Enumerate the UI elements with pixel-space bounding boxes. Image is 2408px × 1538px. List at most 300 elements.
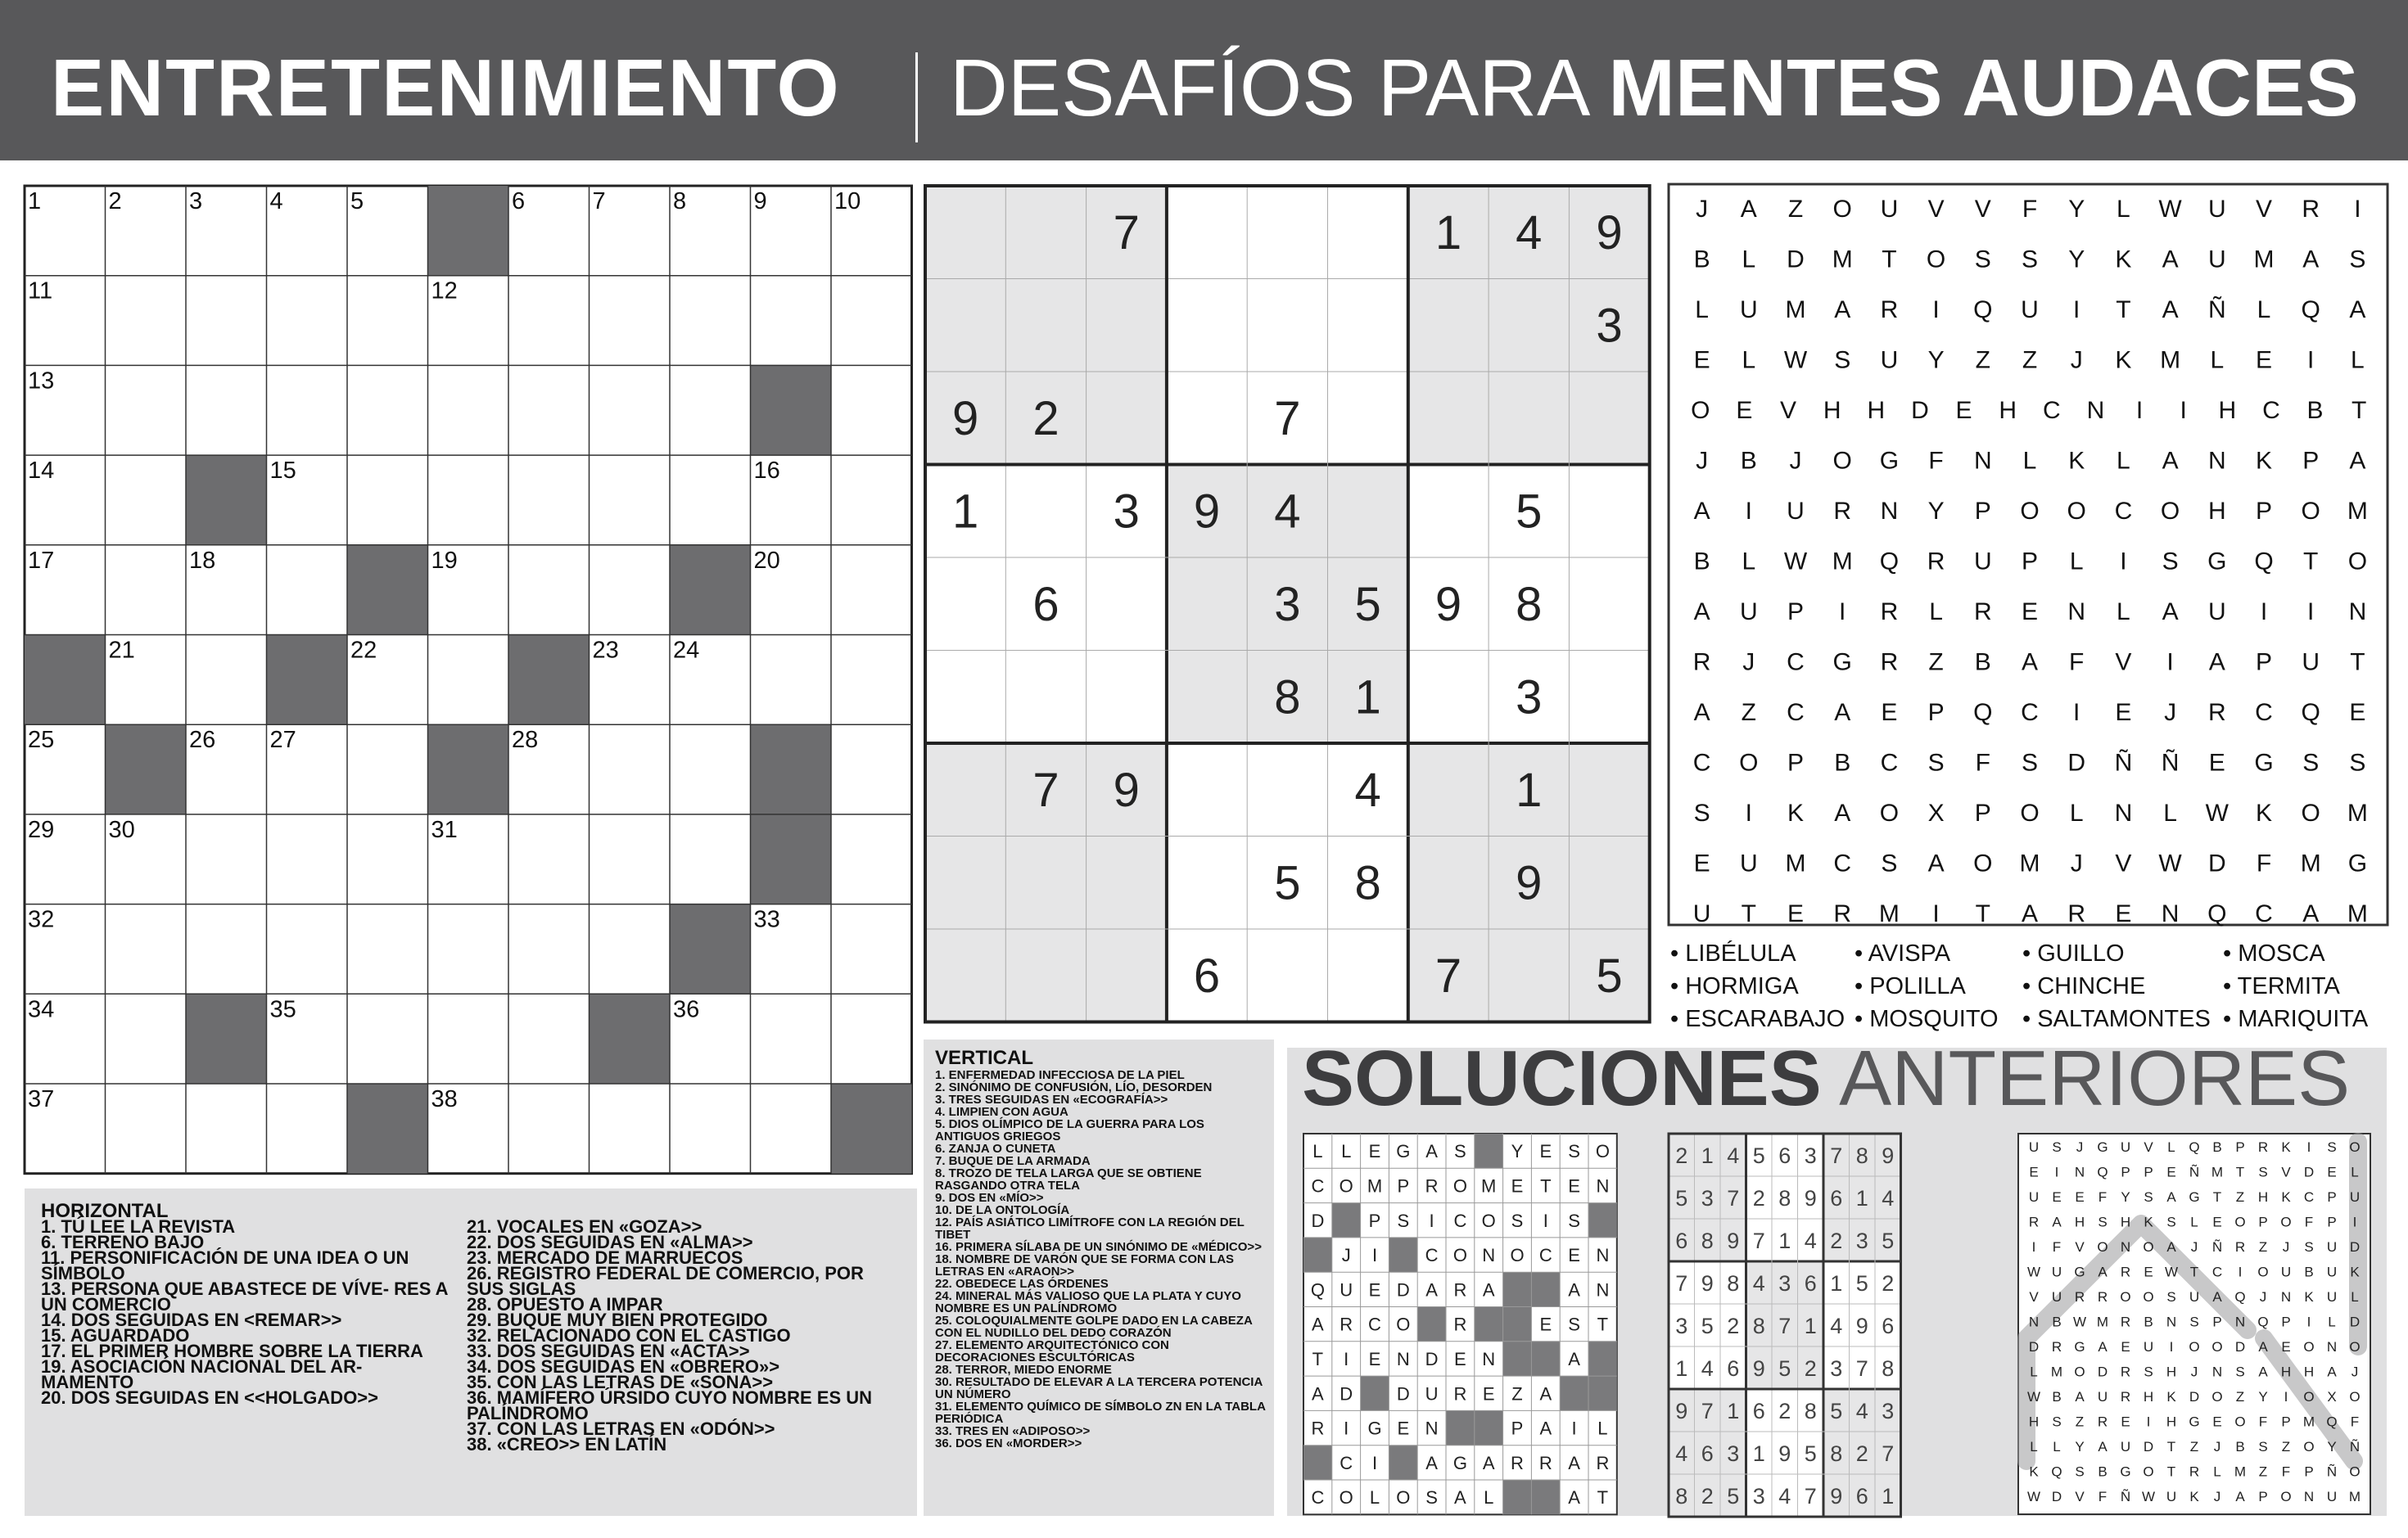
solution-wordsearch-letter: L xyxy=(2030,1364,2038,1380)
solution-wordsearch-letter: I xyxy=(2306,1139,2311,1155)
solution-wordsearch-letter: U xyxy=(2189,1289,2200,1305)
solution-sudoku-digit: 7 xyxy=(1830,1143,1843,1168)
sudoku-digit: 8 xyxy=(1516,577,1543,631)
sudoku-digit: 3 xyxy=(1113,485,1140,539)
solution-sudoku-digit: 3 xyxy=(1675,1314,1688,1338)
solution-wordsearch-letter: D xyxy=(2143,1439,2154,1455)
wordsearch-letter: A xyxy=(2349,296,2366,323)
solution-wordsearch-letter: G xyxy=(2097,1139,2108,1155)
solution-wordsearch-letter: I xyxy=(2054,1164,2059,1180)
solution-black-cell xyxy=(1588,1342,1617,1376)
solution-black-cell xyxy=(1503,1342,1532,1376)
solution-sudoku-digit: 5 xyxy=(1675,1186,1688,1211)
crossword-number: 38 xyxy=(431,1086,458,1112)
wordsearch-letter: H xyxy=(1867,397,1886,424)
wordsearch-letter: N xyxy=(2207,447,2226,475)
solution-sudoku-digit: 5 xyxy=(1727,1484,1740,1509)
solution-wordsearch-letter: E xyxy=(2327,1164,2337,1180)
solution-wordsearch-letter: J xyxy=(2190,1239,2198,1255)
solution-wordsearch-letter: I xyxy=(2169,1339,2174,1355)
sudoku-digit: 8 xyxy=(1354,856,1381,910)
clue-item: 19. ASOCIACIÓN NACIONAL DEL AR- MAMENTO xyxy=(41,1356,368,1392)
wordsearch-letter: M xyxy=(2300,850,2321,877)
solution-wordsearch-letter: U xyxy=(2166,1489,2177,1504)
solution-wordsearch-letter: Z xyxy=(2258,1464,2268,1480)
solution-wordsearch-letter: A xyxy=(2098,1439,2108,1455)
solution-wordsearch-letter: Z xyxy=(2075,1414,2085,1430)
solution-sudoku-digit: 8 xyxy=(1804,1399,1817,1423)
solution-wordsearch-letter: P xyxy=(2235,1139,2245,1155)
solution-wordsearch-letter: K xyxy=(2281,1139,2291,1155)
solution-crossword xyxy=(1303,1134,1617,1514)
solution-wordsearch-letter: G xyxy=(2074,1339,2085,1355)
wordsearch-letter: A xyxy=(2162,598,2179,625)
solution-wordsearch-letter: U xyxy=(2051,1289,2062,1305)
wordsearch-letter: U xyxy=(1739,850,1758,877)
wordsearch-letter: T xyxy=(1741,900,1756,927)
wordsearch-letter: S xyxy=(2021,749,2039,777)
wordsearch-letter: I xyxy=(2073,699,2080,726)
solution-crossword-letter: Y xyxy=(1511,1141,1524,1162)
wordsearch-letter: W xyxy=(2158,850,2182,877)
clue-item: 4. LIMPIEN CON AGUA xyxy=(935,1105,1068,1119)
solution-sudoku-digit: 6 xyxy=(1804,1271,1817,1296)
wordsearch-letter: M xyxy=(1785,296,1806,323)
wordsearch-letter: O xyxy=(2020,498,2040,525)
solution-wordsearch-letter: V xyxy=(2281,1164,2291,1180)
wordsearch-letter: I xyxy=(1745,800,1752,827)
solution-crossword-letter: O xyxy=(1510,1245,1525,1266)
solution-wordsearch-letter: O xyxy=(2234,1214,2246,1230)
solution-sudoku-digit: 8 xyxy=(1727,1271,1740,1296)
solution-wordsearch-letter: S xyxy=(2304,1239,2314,1255)
solution-wordsearch-letter: T xyxy=(2235,1164,2245,1180)
sudoku-digit: 9 xyxy=(1113,763,1140,817)
solution-crossword-letter: E xyxy=(1454,1348,1466,1369)
clue-item: 27. ELEMENTO ARQUITECTÓNICO CON DECORACIONES ESCULTÓRICAS xyxy=(935,1338,1169,1364)
solution-crossword-letter: A xyxy=(1568,1348,1580,1369)
wordsearch-letter: A xyxy=(2162,246,2179,273)
solution-sudoku-digit: 2 xyxy=(1752,1186,1765,1211)
solution-wordsearch-letter: U xyxy=(2028,1139,2040,1155)
solution-wordsearch-letter: U xyxy=(2143,1339,2154,1355)
wordsearch-letter: V xyxy=(2255,196,2273,223)
crossword-number: 33 xyxy=(753,906,780,933)
wordsearch-letter: L xyxy=(1695,296,1709,323)
wordsearch-letter: L xyxy=(2351,346,2365,374)
wordsearch-letter: B xyxy=(1693,548,1710,575)
solution-wordsearch-letter: H xyxy=(2257,1189,2269,1205)
wordsearch-letter: Q xyxy=(1973,699,1993,726)
solution-sudoku-digit: 3 xyxy=(1752,1484,1765,1509)
solution-wordsearch-letter: A xyxy=(2212,1289,2222,1305)
wordsearch-letter: R xyxy=(2207,699,2226,726)
solution-wordsearch-letter: H xyxy=(2280,1364,2292,1380)
solution-wordsearch-letter: P xyxy=(2121,1164,2130,1180)
solution-sudoku-digit: 6 xyxy=(1675,1229,1688,1253)
wordsearch-letter: C xyxy=(2255,900,2273,927)
solution-crossword-letter: R xyxy=(1511,1452,1524,1473)
solution-sudoku-digit: 4 xyxy=(1701,1356,1714,1381)
wordsearch-letter: M xyxy=(2347,800,2368,827)
solution-wordsearch-letter: B xyxy=(2304,1264,2314,1280)
solution-crossword-letter: I xyxy=(1371,1452,1378,1473)
crossword-number: 18 xyxy=(189,547,216,574)
wordsearch-letter: J xyxy=(2164,699,2177,726)
solution-crossword-letter: U xyxy=(1340,1279,1353,1301)
solution-crossword-letter: C xyxy=(1538,1245,1552,1266)
solution-wordsearch-letter: T xyxy=(2189,1264,2199,1280)
solution-wordsearch-letter: E xyxy=(2121,1414,2130,1430)
wordsearch-letter: S xyxy=(1834,346,1851,374)
solution-wordsearch-letter: L xyxy=(2053,1439,2061,1455)
wordsearch-letter: A xyxy=(2349,447,2366,475)
solution-crossword-letter: E xyxy=(1539,1141,1552,1162)
solution-crossword-letter: R xyxy=(1453,1279,1467,1301)
solution-crossword-letter: N xyxy=(1482,1348,1496,1369)
solution-wordsearch-letter: P xyxy=(2304,1464,2314,1480)
crossword-number: 1 xyxy=(28,188,42,214)
solution-sudoku-digit: 3 xyxy=(1804,1143,1817,1168)
solution-sudoku-digit: 8 xyxy=(1778,1186,1791,1211)
solution-wordsearch-letter: D xyxy=(2028,1339,2040,1355)
sudoku-digit: 9 xyxy=(952,391,979,445)
solution-wordsearch-letter: O xyxy=(2211,1339,2223,1355)
wordsearch-letter: S xyxy=(1693,800,1710,827)
solution-black-cell xyxy=(1475,1134,1503,1168)
solution-crossword-letter: L xyxy=(1312,1141,1323,1162)
solution-wordsearch-letter: Ñ xyxy=(2349,1439,2361,1455)
solution-wordsearch-letter: F xyxy=(2098,1189,2108,1205)
solution-wordsearch-letter: L xyxy=(2213,1464,2221,1480)
solution-sudoku-digit: 9 xyxy=(1855,1314,1868,1338)
solution-wordsearch-letter: P xyxy=(2144,1164,2153,1180)
solution-wordsearch-letter: H xyxy=(2074,1214,2085,1230)
solution-crossword-letter: S xyxy=(1511,1210,1524,1231)
solution-sudoku-digit: 4 xyxy=(1830,1314,1843,1338)
solution-wordsearch-letter: P xyxy=(2258,1214,2268,1230)
wordsearch-letter: N xyxy=(2067,598,2086,625)
word-list-item: • TERMITA xyxy=(2223,973,2340,999)
wordsearch-letter: C xyxy=(2114,498,2133,525)
wordsearch-letter: R xyxy=(1692,648,1711,676)
solution-sudoku-digit: 1 xyxy=(1727,1399,1740,1423)
wordsearch-letter: D xyxy=(2207,850,2226,877)
wordsearch-letter: F xyxy=(2069,648,2085,676)
solution-sudoku-digit: 8 xyxy=(1830,1441,1843,1466)
solution-crossword-letter: A xyxy=(1425,1279,1438,1301)
wordsearch-letter: R xyxy=(1880,648,1899,676)
clue-item: 1. ENFERMEDAD INFECCIOSA DE LA PIEL xyxy=(935,1068,1185,1082)
solution-wordsearch-letter: G xyxy=(2189,1414,2200,1430)
wordsearch-letter: C xyxy=(2255,699,2273,726)
solution-sudoku-digit: 4 xyxy=(1882,1186,1895,1211)
wordsearch-letter: N xyxy=(1973,447,1992,475)
solution-wordsearch-letter: U xyxy=(2349,1189,2361,1205)
wordsearch-letter: L xyxy=(2257,296,2271,323)
wordsearch-letter: Q xyxy=(2207,900,2227,927)
solution-crossword-letter: O xyxy=(1339,1175,1353,1197)
sudoku-digit: 8 xyxy=(1274,670,1301,724)
wordsearch-letter: H xyxy=(1823,397,1841,424)
solution-sudoku-digit: 2 xyxy=(1855,1441,1868,1466)
solution-crossword-letter: A xyxy=(1425,1141,1438,1162)
crossword-number: 17 xyxy=(28,547,55,574)
solution-wordsearch-letter: S xyxy=(2144,1364,2153,1380)
solution-black-cell xyxy=(1332,1203,1361,1238)
wordsearch-letter: N xyxy=(2161,900,2180,927)
solution-black-cell xyxy=(1475,1410,1503,1445)
clue-item: 3. TRES SEGUIDAS EN «ECOGRAFÍA>> xyxy=(935,1093,1168,1107)
wordsearch-letter: R xyxy=(1927,548,1945,575)
word-list-item: • HORMIGA xyxy=(1670,973,1799,999)
solutions-title-light: ANTERIORES xyxy=(1839,1035,2351,1122)
clue-item: 28. OPUESTO A IMPAR xyxy=(467,1294,663,1315)
solution-crossword-letter: R xyxy=(1453,1314,1467,1335)
wordsearch-letter: A xyxy=(1834,699,1851,726)
solution-wordsearch-letter: Z xyxy=(2281,1439,2291,1455)
solution-crossword-letter: C xyxy=(1311,1175,1325,1197)
crossword-number: 29 xyxy=(28,816,55,843)
word-list-item: • LIBÉLULA xyxy=(1670,940,1796,967)
solution-crossword-letter: E xyxy=(1568,1175,1580,1197)
solution-wordsearch-letter: R xyxy=(2120,1364,2131,1380)
wordsearch-letter: E xyxy=(1787,900,1805,927)
wordsearch-letter: D xyxy=(2067,749,2086,777)
solution-wordsearch-letter: H xyxy=(2028,1414,2040,1430)
wordsearch-letter: R xyxy=(2302,196,2320,223)
wordsearch-letter: O xyxy=(2160,498,2180,525)
solution-sudoku-digit: 7 xyxy=(1701,1399,1714,1423)
solution-wordsearch-letter: F xyxy=(2281,1464,2291,1480)
solution-sudoku-digit: 4 xyxy=(1727,1143,1740,1168)
solution-wordsearch-letter: O xyxy=(2211,1389,2223,1405)
clue-item: 13. PERSONA QUE ABASTECE DE VÍVE- RES A UN COMERCIO xyxy=(41,1279,453,1315)
wordsearch-letter: N xyxy=(1880,498,1899,525)
wordsearch-letter: J xyxy=(2070,346,2083,374)
clue-item: 22. OBEDECE LAS ÓRDENES xyxy=(935,1277,1109,1291)
solution-crossword-letter: I xyxy=(1429,1210,1434,1231)
word-list-item: • MOSCA xyxy=(2223,940,2325,967)
solution-wordsearch-letter: Q xyxy=(2097,1164,2108,1180)
wordsearch-letter: P xyxy=(1787,598,1805,625)
solution-wordsearch-letter: R xyxy=(2074,1289,2085,1305)
solution-crossword-letter: I xyxy=(1371,1245,1378,1266)
solution-wordsearch-letter: J xyxy=(2213,1439,2221,1455)
clue-item: 35. CON LAS LETRAS DE «SONA>> xyxy=(467,1372,774,1392)
solution-crossword-letter: A xyxy=(1482,1452,1495,1473)
wordsearch-letter: A xyxy=(2021,648,2039,676)
clue-item: 11. PERSONIFICACIÓN DE UNA IDEA O UN SÍMBOLO xyxy=(41,1247,414,1283)
solution-wordsearch-letter: U xyxy=(2120,1439,2131,1455)
clue-item: 23. MERCADO DE MARRUECOS xyxy=(467,1247,743,1268)
solution-sudoku-digit: 3 xyxy=(1778,1271,1791,1296)
solution-wordsearch-letter: R xyxy=(2097,1414,2108,1430)
solution-wordsearch-letter: I xyxy=(2146,1414,2151,1430)
crossword-number: 6 xyxy=(512,188,526,214)
solution-black-cell xyxy=(1361,1376,1389,1410)
solution-crossword-letter: L xyxy=(1369,1487,1380,1509)
solution-wordsearch-letter: B xyxy=(2052,1389,2062,1405)
solution-wordsearch-letter: C xyxy=(2303,1189,2315,1205)
solution-wordsearch-letter: L xyxy=(2167,1139,2175,1155)
solution-crossword-letter: Z xyxy=(1511,1383,1523,1405)
solution-wordsearch-letter: S xyxy=(2075,1464,2085,1480)
solution-sudoku-digit: 2 xyxy=(1675,1143,1688,1168)
solution-sudoku-digit: 4 xyxy=(1675,1441,1688,1466)
solution-wordsearch-letter: N xyxy=(2303,1489,2315,1504)
solution-wordsearch-letter: Ñ xyxy=(2189,1164,2200,1180)
solution-black-cell xyxy=(1303,1238,1332,1272)
solution-wordsearch-letter: L xyxy=(2030,1439,2038,1455)
wordsearch-letter: M xyxy=(1832,548,1853,575)
solution-wordsearch-letter: G xyxy=(2074,1264,2085,1280)
solution-wordsearch-letter: U xyxy=(2097,1389,2108,1405)
clue-item: 37. CON LAS LETRAS EN «ODÓN>> xyxy=(467,1418,775,1439)
solution-sudoku-digit: 8 xyxy=(1701,1229,1714,1253)
solution-sudoku-digit: 5 xyxy=(1830,1399,1843,1423)
sudoku-digit: 5 xyxy=(1354,577,1381,631)
solution-wordsearch-letter: P xyxy=(2212,1314,2222,1330)
solution-sudoku-digit: 9 xyxy=(1727,1229,1740,1253)
solution-black-cell xyxy=(1475,1307,1503,1342)
solution-crossword-letter: R xyxy=(1596,1452,1610,1473)
wordsearch-letter: O xyxy=(2301,498,2320,525)
solution-crossword-letter: C xyxy=(1453,1210,1467,1231)
solution-wordsearch-letter: R xyxy=(2189,1464,2200,1480)
clue-item: 7. BUQUE DE LA ARMADA xyxy=(935,1154,1091,1168)
wordsearch-letter: L xyxy=(2117,447,2130,475)
wordsearch-letter: B xyxy=(1834,749,1851,777)
solution-crossword-letter: E xyxy=(1368,1141,1381,1162)
solution-sudoku-digit: 9 xyxy=(1882,1143,1895,1168)
wordsearch-letter: U xyxy=(1787,498,1805,525)
solution-crossword-letter: R xyxy=(1453,1383,1467,1405)
clue-item: 10. DE LA ONTOLOGÍA xyxy=(935,1203,1070,1217)
solution-sudoku-digit: 9 xyxy=(1701,1271,1714,1296)
wordsearch-letter: U xyxy=(2302,648,2320,676)
solution-crossword-letter: I xyxy=(1344,1348,1349,1369)
solution-wordsearch-letter: V xyxy=(2144,1139,2153,1155)
wordsearch-letter: F xyxy=(1928,447,1944,475)
wordsearch-letter: W xyxy=(2158,196,2182,223)
solution-wordsearch-letter: W xyxy=(2026,1389,2041,1405)
solution-crossword-letter: C xyxy=(1368,1314,1381,1335)
solution-sudoku-digit: 6 xyxy=(1855,1484,1868,1509)
solution-crossword-letter: D xyxy=(1396,1383,1410,1405)
solution-wordsearch-letter: N xyxy=(2280,1289,2292,1305)
wordsearch-letter: T xyxy=(2303,548,2319,575)
solution-wordsearch-letter: E xyxy=(2212,1214,2222,1230)
crossword-number: 14 xyxy=(28,458,55,485)
solution-crossword-letter: S xyxy=(1397,1210,1410,1231)
solution-wordsearch-letter: O xyxy=(2280,1489,2292,1504)
solution-sudoku-digit: 8 xyxy=(1882,1356,1895,1381)
solution-crossword-letter: C xyxy=(1311,1487,1325,1509)
solution-sudoku-digit: 2 xyxy=(1882,1271,1895,1296)
solution-crossword-letter: I xyxy=(1543,1210,1548,1231)
wordsearch-letter: M xyxy=(1832,246,1853,273)
wordsearch-letter: S xyxy=(2021,246,2039,273)
wordsearch-letter: O xyxy=(1973,850,1993,877)
solution-wordsearch-letter: O xyxy=(2280,1214,2292,1230)
solution-black-cell xyxy=(1417,1307,1446,1342)
wordsearch-letter: U xyxy=(2207,196,2226,223)
solution-crossword-letter: S xyxy=(1568,1141,1580,1162)
wordsearch-letter: T xyxy=(1975,900,1990,927)
solution-crossword-letter: D xyxy=(1396,1279,1410,1301)
wordsearch-letter: A xyxy=(1693,699,1710,726)
crossword-number: 34 xyxy=(28,996,55,1023)
solution-wordsearch-letter: S xyxy=(2166,1289,2176,1305)
sudoku-digit: 7 xyxy=(1434,949,1462,1003)
section-title: ENTRETENIMIENTO xyxy=(51,43,841,133)
solution-sudoku-digit: 5 xyxy=(1855,1271,1868,1296)
wordsearch-letter: U xyxy=(1973,548,1992,575)
solution-crossword-letter: A xyxy=(1539,1418,1552,1439)
wordsearch-letter: G xyxy=(2254,749,2274,777)
sudoku-digit: 5 xyxy=(1274,856,1301,910)
wordsearch-letter: A xyxy=(1693,598,1710,625)
solution-crossword-letter: P xyxy=(1511,1418,1524,1439)
clue-item: 33. TRES EN «ADIPOSO>> xyxy=(935,1424,1091,1438)
wordsearch-letter: O xyxy=(1832,447,1852,475)
solution-crossword-letter: P xyxy=(1368,1210,1381,1231)
wordsearch-letter: A xyxy=(1740,196,1757,223)
solution-black-cell xyxy=(1560,1376,1588,1410)
solution-wordsearch-letter: N xyxy=(2211,1364,2223,1380)
sudoku-digit: 9 xyxy=(1434,577,1462,631)
wordsearch-letter: P xyxy=(2255,648,2273,676)
solution-wordsearch-letter: O xyxy=(2143,1289,2154,1305)
wordsearch-letter: I xyxy=(1932,900,1940,927)
sudoku-digit: 9 xyxy=(1596,205,1623,259)
crossword-number: 36 xyxy=(673,996,700,1023)
crossword-number: 25 xyxy=(28,727,55,754)
solution-wordsearch-letter: E xyxy=(2029,1164,2039,1180)
solution-wordsearch-letter: S xyxy=(2258,1439,2268,1455)
solution-wordsearch-letter: H xyxy=(2303,1364,2315,1380)
solution-wordsearch-letter: Z xyxy=(2258,1239,2268,1255)
solution-crossword-letter: L xyxy=(1341,1141,1352,1162)
solution-sudoku-digit: 9 xyxy=(1804,1186,1817,1211)
solution-sudoku-digit: 6 xyxy=(1830,1186,1843,1211)
wordsearch-letter: E xyxy=(2021,598,2039,625)
wordsearch-letter: S xyxy=(2349,749,2366,777)
solution-crossword-letter: A xyxy=(1425,1452,1438,1473)
solution-wordsearch-letter: X xyxy=(2327,1389,2337,1405)
wordsearch-letter: L xyxy=(1929,598,1943,625)
solution-sudoku-digit: 8 xyxy=(1855,1143,1868,1168)
solution-crossword-letter: A xyxy=(1312,1314,1324,1335)
solution-wordsearch-letter: G xyxy=(2189,1189,2200,1205)
wordsearch-letter: Y xyxy=(1927,346,1945,374)
sudoku-digit: 4 xyxy=(1516,205,1543,259)
wordsearch-letter: M xyxy=(2019,850,2040,877)
clue-item: 31. ELEMENTO QUÍMICO DE SÍMBOLO ZN EN LA TABLA PERIÓDICA xyxy=(935,1400,1266,1426)
solution-wordsearch-letter: J xyxy=(2259,1289,2267,1305)
wordsearch-letter: M xyxy=(2347,498,2368,525)
solutions-title-bold: SOLUCIONES xyxy=(1302,1035,1822,1122)
solution-black-cell xyxy=(1303,1446,1332,1480)
solution-wordsearch-letter: N xyxy=(2234,1314,2246,1330)
wordsearch-letter: N xyxy=(2086,397,2105,424)
wordsearch-letter: E xyxy=(2115,699,2132,726)
solution-black-cell xyxy=(1503,1272,1532,1306)
solution-wordsearch-letter: Q xyxy=(2189,1139,2200,1155)
solution-sudoku-digit: 5 xyxy=(1882,1229,1895,1253)
clue-item: 36. MAMÍFERO ÚRSIDO CUYO NOMBRE ES UN PALÍNDROMO xyxy=(467,1387,878,1423)
